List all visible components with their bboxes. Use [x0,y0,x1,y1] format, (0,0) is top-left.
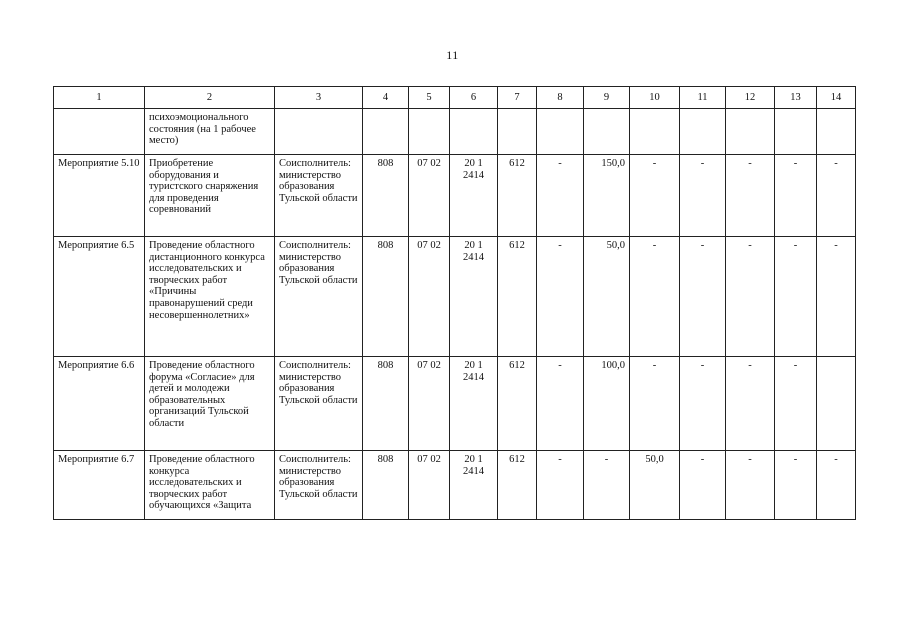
executor-cell: Соисполнитель: министерство образования Тульской области [275,155,363,237]
executor-cell [275,109,363,155]
value-cell: - [775,155,817,237]
value-cell [726,109,775,155]
activity-name-cell: Мероприятие 6.7 [54,451,145,520]
activity-name-cell [54,109,145,155]
value-cell [537,109,584,155]
value-cell [817,357,856,451]
target-item-cell: 20 1 2414 [450,451,498,520]
value-cell: - [775,451,817,520]
grbs-code-cell: 808 [363,155,409,237]
header-cell: 10 [630,87,680,109]
activity-description-cell: Проведение областного дистанционного конкурса исследовательских и творческих работ «Причины правонарушений среди несовершеннолетних» [145,237,275,357]
grbs-code-cell: 808 [363,237,409,357]
value-cell [775,357,817,451]
value-cell: - [680,451,726,520]
header-cell: 9 [584,87,630,109]
table-row [54,237,856,357]
value-cell: - [817,237,856,357]
value-cell [630,109,680,155]
value-cell: - [726,357,775,451]
header-row [54,87,856,109]
value-cell: - [630,237,680,357]
target-item-cell [450,109,498,155]
value-cell: - [537,357,584,451]
program-activities-table [53,86,856,520]
expense-type-cell: 612 [498,155,537,237]
value-text: - [793,360,798,371]
section-code-cell: 07 02 [409,155,450,237]
value-cell [584,109,630,155]
value-cell: - [775,237,817,357]
activity-description-cell: Проведение областного форума «Согласие» для детей и молодежи образовательных организаций Тульской области [145,357,275,451]
header-cell: 5 [409,87,450,109]
table-row [54,357,856,451]
value-cell: 150,0 [584,155,630,237]
value-cell: - [537,451,584,520]
expense-type-cell: 612 [498,451,537,520]
grbs-code-cell: 808 [363,357,409,451]
divider [816,363,817,381]
header-cell: 12 [726,87,775,109]
value-cell [775,109,817,155]
header-cell: 3 [275,87,363,109]
value-cell: - [584,451,630,520]
value-cell: - [726,451,775,520]
value-cell: 100,0 [584,357,630,451]
grbs-code-cell: 808 [363,451,409,520]
value-cell [817,109,856,155]
header-cell: 14 [817,87,856,109]
section-code-cell [409,109,450,155]
target-item-cell: 20 1 2414 [450,357,498,451]
header-cell: 1 [54,87,145,109]
page-number: 11 [446,48,459,62]
activity-description-cell: Проведение областного конкурса исследовательских и творческих работ обучающихся «Защита [145,451,275,520]
value-cell: - [680,155,726,237]
value-cell: - [726,237,775,357]
section-code-cell: 07 02 [409,237,450,357]
table-row [54,451,856,520]
grbs-code-cell [363,109,409,155]
value-cell: 50,0 [584,237,630,357]
value-cell: - [630,155,680,237]
value-cell: - [680,357,726,451]
activity-name-cell: Мероприятие 6.6 [54,357,145,451]
table-row [54,109,856,155]
value-cell: - [630,357,680,451]
target-item-cell: 20 1 2414 [450,237,498,357]
section-code-cell: 07 02 [409,451,450,520]
target-item-cell: 20 1 2414 [450,155,498,237]
activity-name-cell: Мероприятие 5.10 [54,155,145,237]
value-cell: - [537,155,584,237]
header-cell: 8 [537,87,584,109]
value-cell: - [817,451,856,520]
activity-description-cell: психоэмоционального состояния (на 1 рабочее место) [145,109,275,155]
table-row [54,155,856,237]
executor-cell: Соисполнитель: министерство образования Тульской области [275,451,363,520]
activity-description-cell: Приобретение оборудования и туристского снаряжения для проведения соревнований [145,155,275,237]
expense-type-cell: 612 [498,357,537,451]
executor-cell: Соисполнитель: министерство образования Тульской области [275,357,363,451]
header-cell: 11 [680,87,726,109]
value-cell: - [680,237,726,357]
expense-type-cell [498,109,537,155]
header-cell: 4 [363,87,409,109]
value-cell: - [726,155,775,237]
header-cell: 2 [145,87,275,109]
activity-name-cell: Мероприятие 6.5 [54,237,145,357]
section-code-cell: 07 02 [409,357,450,451]
value-cell [680,109,726,155]
header-cell: 7 [498,87,537,109]
value-cell: - [817,155,856,237]
header-cell: 13 [775,87,817,109]
value-cell: 50,0 [630,451,680,520]
value-cell: - [537,237,584,357]
expense-type-cell: 612 [498,237,537,357]
header-cell: 6 [450,87,498,109]
executor-cell: Соисполнитель: министерство образования Тульской области [275,237,363,357]
